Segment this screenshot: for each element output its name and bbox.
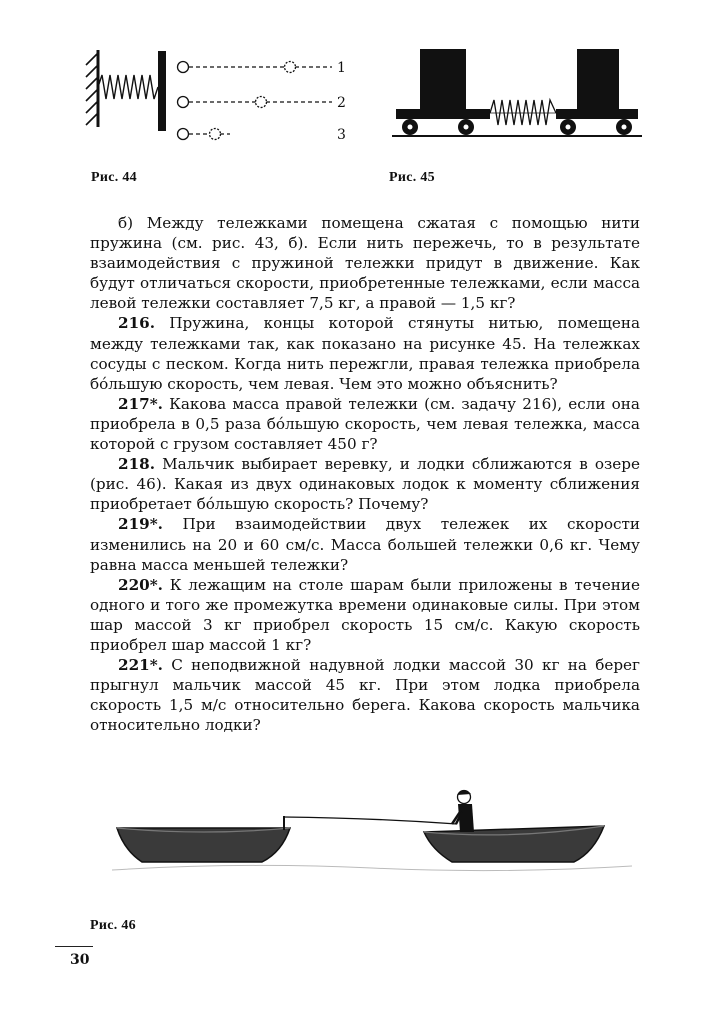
problem-body: Пружина, концы которой стянуты нитью, помещена между тележками так, как показано на рисунке 45. На тележках сосуды с песком. Когда нить пережгли, правая тележка приобрела бо́льшую скорость, чем левая. Чем это можно объяснить? (90, 314, 640, 393)
problem-text (90, 213, 640, 735)
problem-218 (90, 454, 640, 514)
paragraph-body: б) Между тележками помещена сжатая с помощью нити пружина (см. рис. 43, б). Если нить пережечь, то в результате взаимодействия с пружиной тележки придут в движение. Как будут отличаться скорости, приобретенные тележками, если масса левой тележки составляет 7,5 кг, а правой — 1,5 кг? (90, 214, 640, 313)
problem-217 (90, 394, 640, 454)
problem-220 (90, 575, 640, 655)
figure-44-label-2: 2 (337, 95, 346, 111)
page-number: 30 (70, 952, 90, 968)
problem-number: 217*. (118, 394, 163, 413)
problem-216 (90, 313, 640, 393)
problem-number: 219*. (118, 515, 163, 534)
figure-45 (392, 45, 642, 150)
problem-number: 220*. (118, 575, 163, 594)
problem-219 (90, 514, 640, 574)
problem-body: Какова масса правой тележки (см. задачу 216), если она приобрела в 0,5 раза бо́льшую скорость, чем левая тележка, масса которой с грузом составляет 450 г? (90, 394, 640, 454)
problem-body: С неподвижной надувной лодки массой 30 кг на берег прыгнул мальчик массой 45 кг. При этом лодка приобрела скорость 1,5 м/с относительно берега. Какова скорость мальчика относительно лодки? (90, 656, 640, 735)
problem-number: 216. (118, 314, 155, 333)
problem-body: При взаимодействии двух тележек их скорости изменились на 20 и 60 см/с. Масса большей тележки 0,6 кг. Чему равна масса меньшей тележки? (90, 515, 640, 574)
problem-221 (90, 655, 640, 735)
figure-46-caption: Рис. 46 (90, 918, 136, 933)
figure-45-caption: Рис. 45 (389, 170, 435, 185)
figure-44-label-1: 1 (337, 60, 346, 76)
figure-44-label-3: 3 (337, 127, 346, 143)
problem-body: К лежащим на столе шарам были приложены в течение одного и того же промежутка времени одинаковые силы. При этом шар массой 3 кг приобрел скорость 15 см/с. Какую скорость приобрел шар массой 1 кг? (90, 575, 640, 654)
problem-number: 221*. (118, 656, 163, 675)
figure-44 (80, 45, 360, 155)
figure-46 (112, 782, 632, 882)
paragraph-b (90, 213, 640, 313)
figure-44-caption: Рис. 44 (91, 170, 137, 185)
footer-rule (55, 946, 93, 947)
problem-number: 218. (118, 455, 155, 474)
problem-body: Мальчик выбирает веревку, и лодки сближаются в озере (рис. 46). Какая из двух одинаковых лодок к моменту сближения приобретает бо́льшую скорость? Почему? (90, 455, 640, 514)
